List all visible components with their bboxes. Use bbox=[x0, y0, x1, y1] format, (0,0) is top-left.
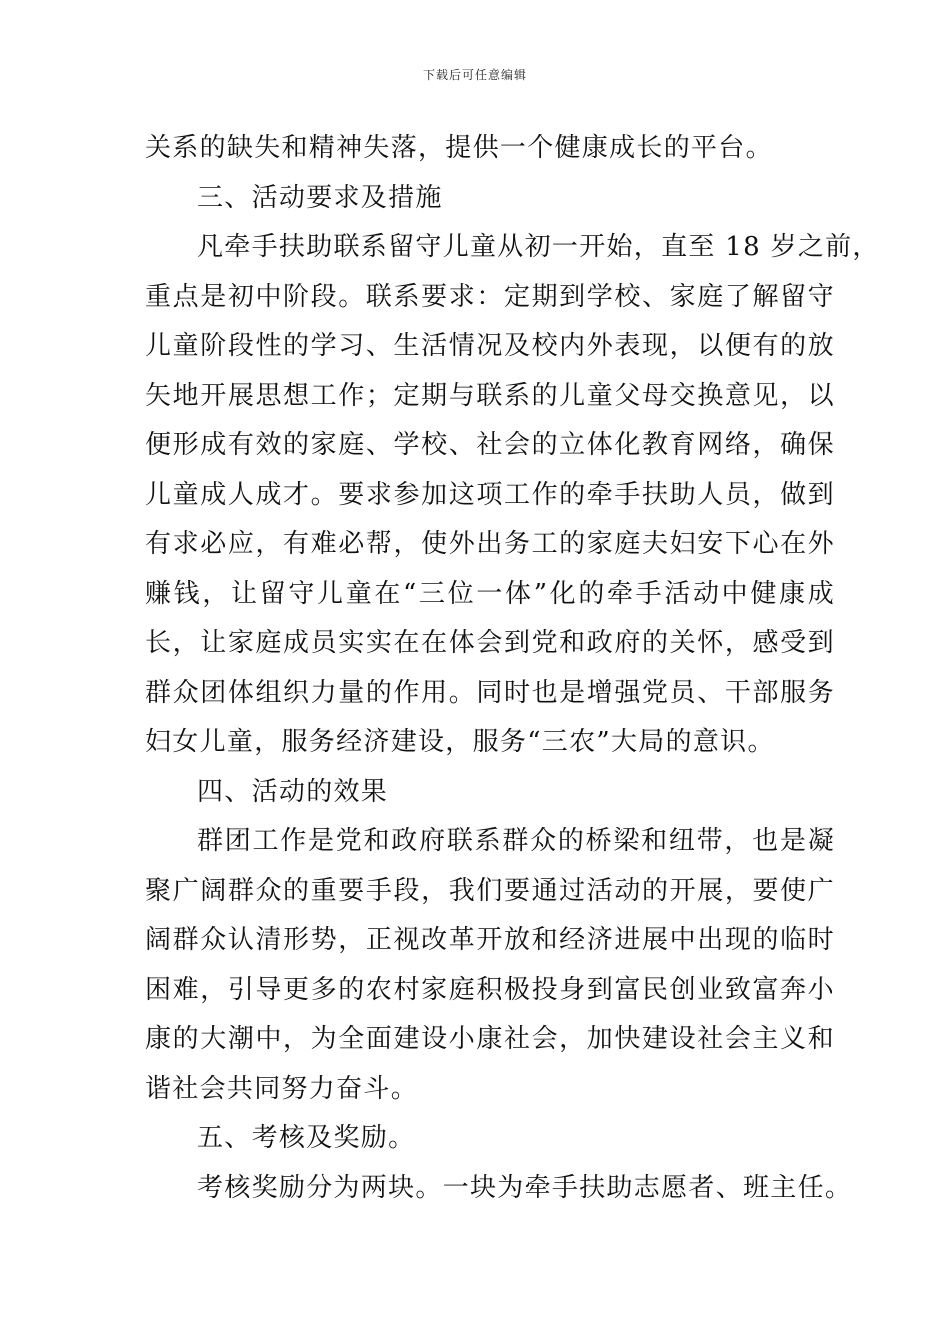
text-line: 长，让家庭成员实实在在体会到党和政府的关怀，感受到 bbox=[145, 628, 835, 658]
text-line: 康的大潮中，为全面建设小康社会，加快建设社会主义和 bbox=[145, 1024, 835, 1054]
text-line: 赚钱，让留守儿童在“三位一体”化的牵手活动中健康成 bbox=[145, 578, 835, 609]
text-line: 凡牵手扶助联系留守儿童从初一开始，直至 18 岁之前， bbox=[197, 232, 880, 262]
text-line: 关系的缺失和精神失落，提供一个健康成长的平台。 bbox=[145, 133, 773, 163]
text-line: 考核奖励分为两块。一块为牵手扶助志愿者、班主任。 bbox=[197, 1172, 853, 1203]
text-line: 重点是初中阶段。联系要求：定期到学校、家庭了解留守 bbox=[145, 281, 835, 312]
text-line: 妇女儿童，服务经济建设，服务“三农”大局的意识。 bbox=[145, 727, 775, 757]
text-line: 儿童成人成才。要求参加这项工作的牵手扶助人员，做到 bbox=[145, 479, 835, 510]
text-line: 儿童阶段性的学习、生活情况及校内外表现，以便有的放 bbox=[145, 331, 835, 361]
page-header-note: 下载后可任意编辑 bbox=[422, 68, 527, 82]
text-line: 阔群众认清形势，正视改革开放和经济进展中出现的临时 bbox=[145, 925, 835, 955]
section-heading-3: 三、活动要求及措施 bbox=[197, 182, 443, 213]
text-line: 矢地开展思想工作；定期与联系的儿童父母交换意见，以 bbox=[145, 380, 835, 411]
text-line: 聚广阔群众的重要手段，我们要通过活动的开展，要使广 bbox=[145, 875, 835, 906]
text-line: 群团工作是党和政府联系群众的桥梁和纽带，也是凝 bbox=[197, 826, 835, 856]
text-line: 有求必应，有难必帮，使外出务工的家庭夫妇安下心在外 bbox=[145, 529, 835, 559]
text-line: 困难，引导更多的农村家庭积极投身到富民创业致富奔小 bbox=[145, 974, 835, 1005]
text-line: 便形成有效的家庭、学校、社会的立体化教育网络，确保 bbox=[145, 430, 835, 460]
text-line: 群众团体组织力量的作用。同时也是增强党员、干部服务 bbox=[145, 677, 835, 708]
section-heading-5: 五、考核及奖励。 bbox=[197, 1123, 416, 1153]
section-heading-4: 四、活动的效果 bbox=[197, 776, 389, 807]
text-line: 谐社会共同努力奋斗。 bbox=[145, 1073, 419, 1104]
document-body bbox=[145, 124, 880, 1213]
